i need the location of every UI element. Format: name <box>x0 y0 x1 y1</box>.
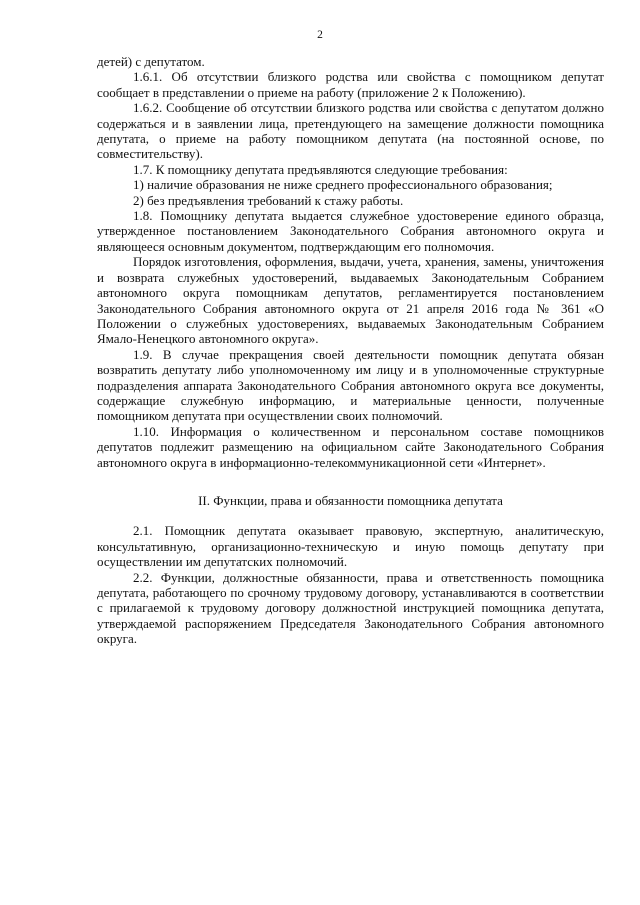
paragraph: Порядок изготовления, оформления, выдачи, учета, хранения, замены, уничтожения и возврата служебных удостоверений, выдаваемых Законодательным Собранием автономного округа помощникам депутатов, регламентируется постановлением Законодательного Собрания автономного округа от 21 апреля 2016 года № 361 «О Положении о служебных удостоверениях, выдаваемых Законодательным Собранием Ямало-Ненецкого автономного округа». <box>97 254 604 347</box>
page-number: 2 <box>317 29 323 41</box>
section-title: II. Функции, права и обязанности помощника депутата <box>198 492 503 508</box>
paragraph: 2.1. Помощник депутата оказывает правовую, экспертную, аналитическую, консультативную, организационно-техническую и иную помощь депутату при осуществлении им депутатских полномочий. <box>97 523 604 570</box>
paragraph: 1.7. К помощнику депутата предъявляются следующие требования: <box>133 161 508 177</box>
paragraph: 2.2. Функции, должностные обязанности, права и ответственность помощника депутата, работающего по срочному трудовому договору, устанавливаются в соответствии с прилагаемой к трудовому договору должностной инструкцией помощника депутата, утверждаемой распоряжением Председателя Законодательного Собрания автономного округа. <box>97 569 604 647</box>
paragraph: 1.6.2. Сообщение об отсутствии близкого родства или свойства с депутатом должно содержаться и в заявлении лица, претендующего на замещение должности помощника депутата, о приеме на работу помощником депутата (на постоянной основе, по совместительству). <box>97 100 604 162</box>
paragraph: детей) с депутатом. <box>97 54 205 69</box>
spacer <box>97 508 604 523</box>
paragraph: 1.6.1. Об отсутствии близкого родства или свойства с помощником депутат сообщает в представлении о приеме на работу (приложение 2 к Положению). <box>97 69 604 100</box>
paragraph: 1.10. Информация о количественном и персональном составе помощников депутатов подлежит размещению на официальном сайте Законодательного Собрания автономного округа в информационно-телекоммуникационной сети «Интернет». <box>97 423 604 470</box>
paragraph: 1) наличие образования не ниже среднего профессионального образования; <box>133 177 553 193</box>
paragraph: 1.8. Помощнику депутата выдается служебное удостоверение единого образца, утвержденное постановлением Законодательного Собрания автономного округа и являющееся основным документом, подтверждающим его полномочия. <box>97 208 604 254</box>
document-body <box>97 54 604 647</box>
paragraph: 1.9. В случае прекращения своей деятельности помощник депутата обязан возвратить депутату либо уполномоченному им лицу и в уполномоченные структурные подразделения аппарата Законодательного Собрания автономного округа все документы, содержащие служебную информацию, и материальные ценности, полученные помощником депутата при осуществлении своих полномочий. <box>97 346 604 424</box>
paragraph: 2) без предъявления требований к стажу работы. <box>133 192 404 208</box>
spacer <box>97 470 604 493</box>
